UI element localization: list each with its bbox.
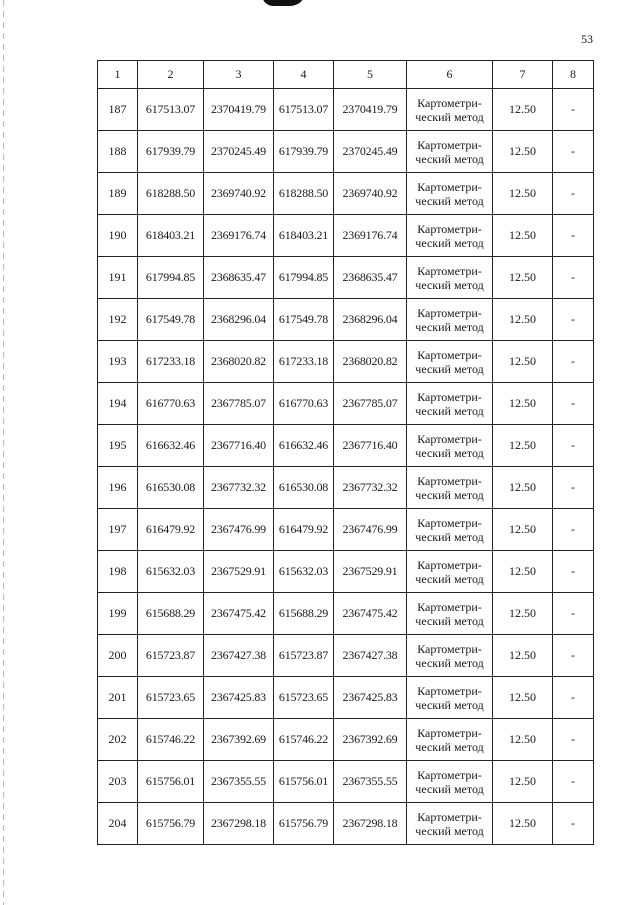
cell-method (407, 299, 493, 341)
cell-n: 202 (98, 719, 138, 761)
table-row (98, 383, 594, 425)
cell-accuracy: 12.50 (493, 89, 553, 131)
cell-x2: 617939.79 (274, 131, 334, 173)
method-line: ческий метод (415, 235, 484, 250)
cell-x1: 617549.78 (138, 299, 204, 341)
cell-note: - (553, 719, 594, 761)
cell-n: 203 (98, 761, 138, 803)
cell-y2: 2367427.38 (334, 635, 407, 677)
cell-x1: 615756.01 (138, 761, 204, 803)
cell-method (407, 803, 493, 845)
cell-y1: 2367392.69 (204, 719, 274, 761)
header-cell: 3 (204, 61, 274, 89)
cell-y2: 2367716.40 (334, 425, 407, 467)
cell-accuracy: 12.50 (493, 341, 553, 383)
method-line: ческий метод (415, 319, 484, 334)
cell-accuracy: 12.50 (493, 425, 553, 467)
method-line: ческий метод (415, 739, 484, 754)
header-cell: 7 (493, 61, 553, 89)
cell-note: - (553, 131, 594, 173)
method-line: Картометри- (417, 557, 482, 572)
cell-note: - (553, 551, 594, 593)
cell-y1: 2368020.82 (204, 341, 274, 383)
header-cell: 8 (553, 61, 594, 89)
table-row (98, 341, 594, 383)
table-row (98, 89, 594, 131)
cell-y1: 2367785.07 (204, 383, 274, 425)
header-cell: 2 (138, 61, 204, 89)
cell-n: 194 (98, 383, 138, 425)
header-cell: 4 (274, 61, 334, 89)
cell-method (407, 635, 493, 677)
method-line: Картометри- (417, 179, 482, 194)
cell-method (407, 131, 493, 173)
method-line: Картометри- (417, 683, 482, 698)
cell-accuracy: 12.50 (493, 215, 553, 257)
cell-accuracy: 12.50 (493, 257, 553, 299)
cell-y1: 2369176.74 (204, 215, 274, 257)
cell-n: 190 (98, 215, 138, 257)
cell-method (407, 719, 493, 761)
cell-note: - (553, 425, 594, 467)
cell-accuracy: 12.50 (493, 719, 553, 761)
cell-n: 200 (98, 635, 138, 677)
cell-method (407, 257, 493, 299)
cell-x2: 615756.01 (274, 761, 334, 803)
method-line: ческий метод (415, 655, 484, 670)
method-line: Картометри- (417, 137, 482, 152)
cell-method (407, 425, 493, 467)
cell-x1: 617939.79 (138, 131, 204, 173)
cell-n: 201 (98, 677, 138, 719)
cell-method (407, 593, 493, 635)
method-line: ческий метод (415, 571, 484, 586)
table-row (98, 425, 594, 467)
scan-artifact (262, 0, 306, 6)
cell-x2: 616530.08 (274, 467, 334, 509)
cell-accuracy: 12.50 (493, 467, 553, 509)
cell-note: - (553, 761, 594, 803)
cell-x1: 616632.46 (138, 425, 204, 467)
cell-note: - (553, 299, 594, 341)
cell-x1: 615723.65 (138, 677, 204, 719)
cell-y2: 2368020.82 (334, 341, 407, 383)
cell-note: - (553, 803, 594, 845)
cell-y1: 2370419.79 (204, 89, 274, 131)
cell-y2: 2367425.83 (334, 677, 407, 719)
cell-method (407, 761, 493, 803)
cell-y1: 2367716.40 (204, 425, 274, 467)
cell-x2: 617994.85 (274, 257, 334, 299)
cell-y2: 2367475.42 (334, 593, 407, 635)
method-line: Картометри- (417, 725, 482, 740)
cell-y2: 2370245.49 (334, 131, 407, 173)
coordinates-table (97, 60, 594, 845)
method-line: ческий метод (415, 361, 484, 376)
cell-accuracy: 12.50 (493, 677, 553, 719)
method-line: ческий метод (415, 109, 484, 124)
cell-note: - (553, 677, 594, 719)
cell-note: - (553, 341, 594, 383)
cell-method (407, 173, 493, 215)
cell-method (407, 383, 493, 425)
method-line: Картометри- (417, 221, 482, 236)
method-line: Картометри- (417, 305, 482, 320)
cell-n: 195 (98, 425, 138, 467)
cell-y1: 2367529.91 (204, 551, 274, 593)
method-line: Картометри- (417, 95, 482, 110)
cell-y2: 2367392.69 (334, 719, 407, 761)
cell-note: - (553, 383, 594, 425)
cell-note: - (553, 509, 594, 551)
cell-n: 204 (98, 803, 138, 845)
cell-n: 196 (98, 467, 138, 509)
method-line: ческий метод (415, 823, 484, 838)
cell-y1: 2367427.38 (204, 635, 274, 677)
cell-x1: 615746.22 (138, 719, 204, 761)
cell-method (407, 467, 493, 509)
cell-x1: 616770.63 (138, 383, 204, 425)
cell-y2: 2367732.32 (334, 467, 407, 509)
cell-accuracy: 12.50 (493, 593, 553, 635)
table-row (98, 509, 594, 551)
cell-x1: 615756.79 (138, 803, 204, 845)
cell-y2: 2367298.18 (334, 803, 407, 845)
cell-x2: 615746.22 (274, 719, 334, 761)
header-cell: 5 (334, 61, 407, 89)
cell-x2: 616479.92 (274, 509, 334, 551)
cell-y2: 2367529.91 (334, 551, 407, 593)
table-row (98, 635, 594, 677)
cell-n: 188 (98, 131, 138, 173)
method-line: Картометри- (417, 347, 482, 362)
method-line: ческий метод (415, 151, 484, 166)
cell-y1: 2369740.92 (204, 173, 274, 215)
cell-n: 197 (98, 509, 138, 551)
cell-y1: 2367732.32 (204, 467, 274, 509)
cell-y2: 2369740.92 (334, 173, 407, 215)
cell-note: - (553, 593, 594, 635)
cell-x1: 615688.29 (138, 593, 204, 635)
cell-x1: 616479.92 (138, 509, 204, 551)
table-row (98, 677, 594, 719)
cell-accuracy: 12.50 (493, 761, 553, 803)
cell-y1: 2367355.55 (204, 761, 274, 803)
cell-accuracy: 12.50 (493, 299, 553, 341)
cell-method (407, 215, 493, 257)
cell-x1: 618288.50 (138, 173, 204, 215)
cell-note: - (553, 257, 594, 299)
method-line: ческий метод (415, 403, 484, 418)
header-cell: 6 (407, 61, 493, 89)
method-line: ческий метод (415, 613, 484, 628)
table-row (98, 761, 594, 803)
page-number: 53 (581, 32, 593, 46)
table-row (98, 593, 594, 635)
cell-y1: 2370245.49 (204, 131, 274, 173)
table-row (98, 131, 594, 173)
cell-y2: 2367785.07 (334, 383, 407, 425)
method-line: Картометри- (417, 431, 482, 446)
cell-method (407, 341, 493, 383)
cell-y2: 2367476.99 (334, 509, 407, 551)
cell-accuracy: 12.50 (493, 635, 553, 677)
cell-x2: 615723.87 (274, 635, 334, 677)
cell-n: 187 (98, 89, 138, 131)
cell-y1: 2367476.99 (204, 509, 274, 551)
cell-x2: 615723.65 (274, 677, 334, 719)
cell-accuracy: 12.50 (493, 803, 553, 845)
method-line: ческий метод (415, 487, 484, 502)
cell-n: 199 (98, 593, 138, 635)
method-line: ческий метод (415, 445, 484, 460)
cell-y1: 2367298.18 (204, 803, 274, 845)
cell-y2: 2368635.47 (334, 257, 407, 299)
table-row (98, 173, 594, 215)
cell-x2: 618403.21 (274, 215, 334, 257)
cell-n: 191 (98, 257, 138, 299)
page-edge (3, 0, 4, 905)
cell-accuracy: 12.50 (493, 551, 553, 593)
cell-method (407, 89, 493, 131)
cell-y2: 2367355.55 (334, 761, 407, 803)
cell-note: - (553, 467, 594, 509)
cell-n: 192 (98, 299, 138, 341)
cell-x2: 617549.78 (274, 299, 334, 341)
cell-x1: 615723.87 (138, 635, 204, 677)
cell-x1: 618403.21 (138, 215, 204, 257)
cell-x1: 616530.08 (138, 467, 204, 509)
table-row (98, 551, 594, 593)
method-line: Картометри- (417, 263, 482, 278)
cell-x2: 617513.07 (274, 89, 334, 131)
cell-accuracy: 12.50 (493, 383, 553, 425)
cell-y1: 2367425.83 (204, 677, 274, 719)
cell-method (407, 677, 493, 719)
cell-x1: 615632.03 (138, 551, 204, 593)
table-header-row (98, 61, 594, 89)
method-line: Картометри- (417, 809, 482, 824)
cell-n: 189 (98, 173, 138, 215)
method-line: Картометри- (417, 473, 482, 488)
cell-x1: 617994.85 (138, 257, 204, 299)
cell-x2: 617233.18 (274, 341, 334, 383)
cell-x1: 617233.18 (138, 341, 204, 383)
table-row (98, 257, 594, 299)
method-line: Картометри- (417, 515, 482, 530)
method-line: Картометри- (417, 641, 482, 656)
table-row (98, 215, 594, 257)
cell-note: - (553, 89, 594, 131)
method-line: ческий метод (415, 277, 484, 292)
cell-method (407, 509, 493, 551)
method-line: ческий метод (415, 529, 484, 544)
cell-y1: 2367475.42 (204, 593, 274, 635)
cell-note: - (553, 635, 594, 677)
cell-y1: 2368635.47 (204, 257, 274, 299)
table-row (98, 719, 594, 761)
cell-x2: 616770.63 (274, 383, 334, 425)
cell-method (407, 551, 493, 593)
cell-accuracy: 12.50 (493, 173, 553, 215)
cell-y2: 2368296.04 (334, 299, 407, 341)
cell-x1: 617513.07 (138, 89, 204, 131)
method-line: ческий метод (415, 697, 484, 712)
cell-note: - (553, 215, 594, 257)
cell-n: 198 (98, 551, 138, 593)
method-line: Картометри- (417, 767, 482, 782)
cell-y2: 2369176.74 (334, 215, 407, 257)
cell-accuracy: 12.50 (493, 509, 553, 551)
table-row (98, 803, 594, 845)
method-line: Картометри- (417, 599, 482, 614)
method-line: ческий метод (415, 193, 484, 208)
cell-x2: 615756.79 (274, 803, 334, 845)
cell-x2: 618288.50 (274, 173, 334, 215)
cell-x2: 616632.46 (274, 425, 334, 467)
table-row (98, 467, 594, 509)
table-row (98, 299, 594, 341)
cell-note: - (553, 173, 594, 215)
header-cell: 1 (98, 61, 138, 89)
cell-n: 193 (98, 341, 138, 383)
cell-accuracy: 12.50 (493, 131, 553, 173)
cell-y2: 2370419.79 (334, 89, 407, 131)
method-line: Картометри- (417, 389, 482, 404)
method-line: ческий метод (415, 781, 484, 796)
cell-x2: 615688.29 (274, 593, 334, 635)
cell-y1: 2368296.04 (204, 299, 274, 341)
cell-x2: 615632.03 (274, 551, 334, 593)
